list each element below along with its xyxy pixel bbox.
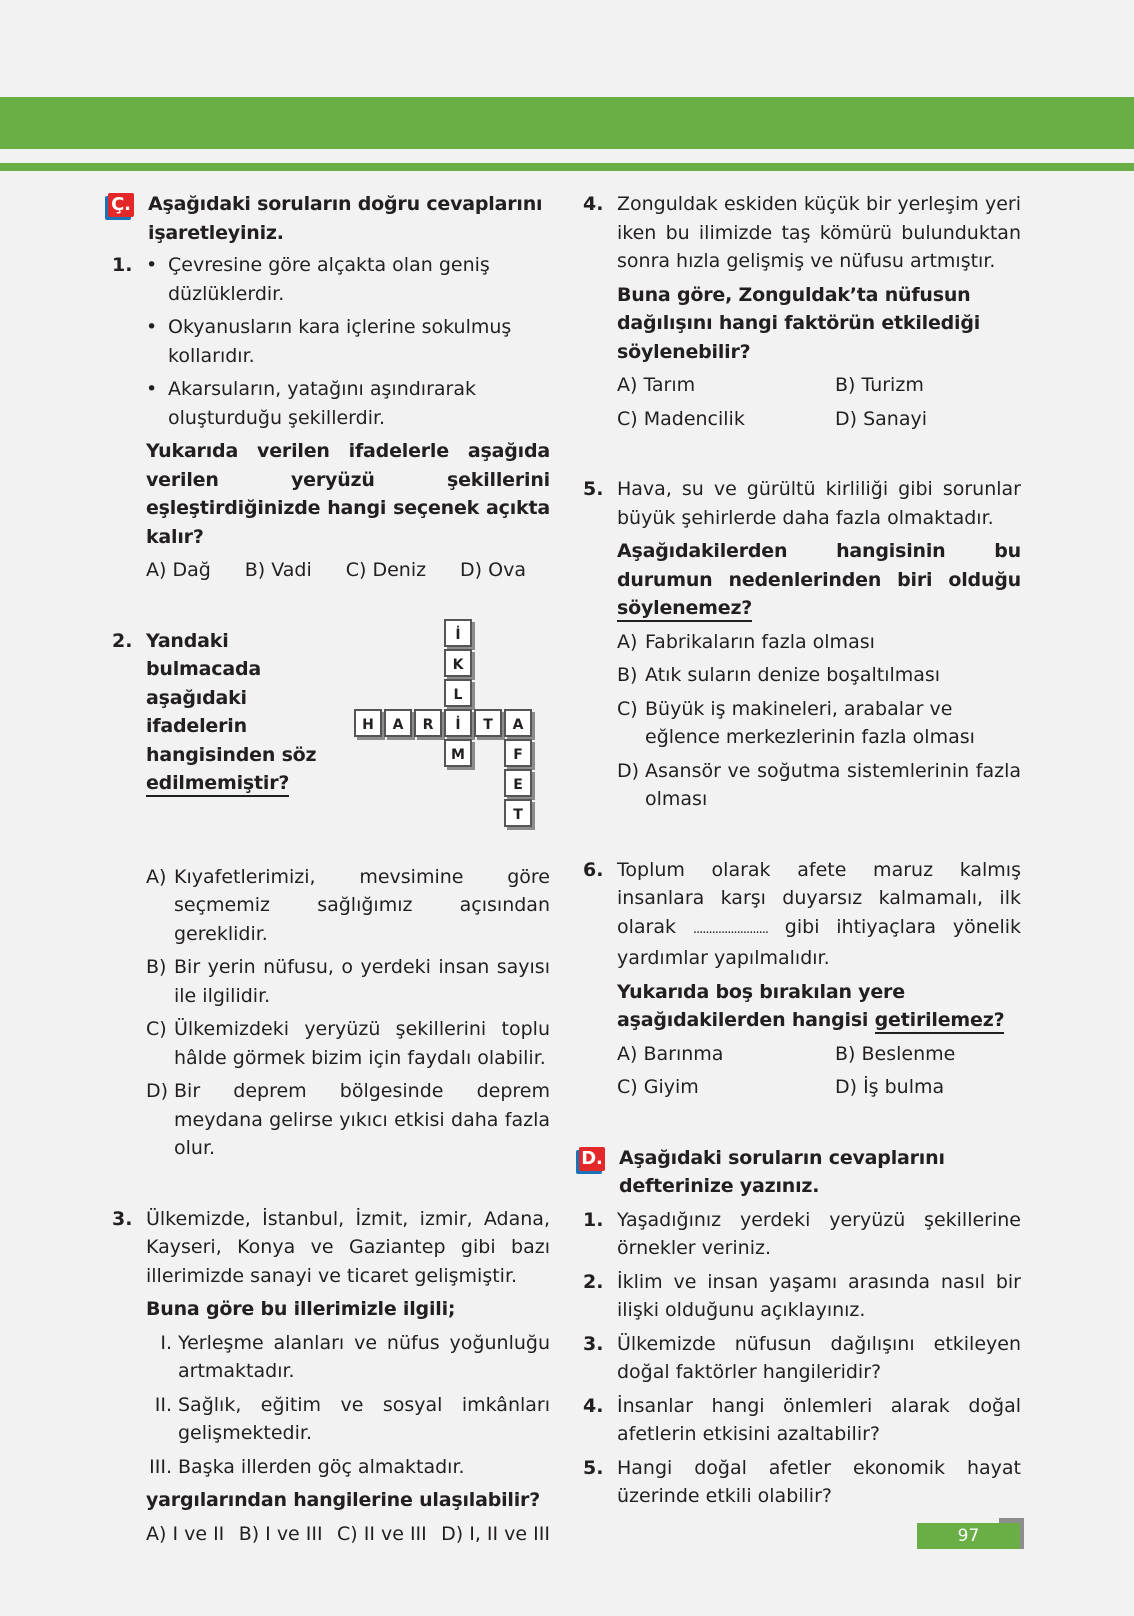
q3-item-3-text: Başka illerden göç almaktadır. [178,1455,465,1478]
crossword-cell: T [474,709,502,737]
q4-option-d[interactable]: D) Sanayi [835,407,927,430]
question-2 [112,627,550,863]
q4-option-c[interactable]: C) Madencilik [617,407,745,430]
question-3-number: 3. [112,1207,133,1230]
question-1 [112,251,550,585]
q4-option-b[interactable]: B) Turizm [835,374,924,396]
q5-option-d[interactable] [617,757,1021,814]
q6-options [617,1040,1021,1102]
section-d-question-4 [583,1392,1021,1449]
section-d-question-1 [583,1206,1021,1263]
q2-option-b-letter: B) [146,956,167,978]
q4-text: Zonguldak eskiden küçük bir yerleşim yeri iken bu ilimizde taş kömürü bulunduktan sonra hızla gelişmiş ve nüfusu artmıştır. [617,193,1021,272]
section-d-question-5-text: Hangi doğal afetler ekonomik hayat üzerinde etkili olabilir? [617,1456,1021,1507]
crossword-cell: E [504,769,532,797]
section-d-question-3-text: Ülkemizde nüfusun dağılışını etkileyen doğal faktörler hangileridir? [617,1332,1021,1383]
q3-item-3-roman: III. [149,1455,172,1478]
q5-option-d-letter: D) [617,759,640,782]
section-d-question-2-text: İklim ve insan yaşamı arasında nasıl bir ilişki olduğunu açıklayınız. [617,1270,1021,1321]
section-d-question-1-text: Yaşadığınız yerdeki yeryüzü şekillerine örnekler veriniz. [617,1208,1021,1259]
q2-option-b[interactable] [146,953,550,1010]
crossword-cell: R [414,709,442,737]
crossword-cell: M [444,739,472,767]
q2-option-b-text: Bir yerin nüfusu, o yerdeki insan sayısı ile ilgilidir. [174,956,550,1007]
question-3 [112,1205,550,1549]
q1-bullet-3: • Akarsuların, yatağını aşındırarak oluşturduğu şekillerdir. [146,375,550,432]
q3-item-1 [150,1329,550,1386]
q3-option-b[interactable]: B) I ve III [238,1522,323,1545]
q2-option-c-text: Ülkemizdeki yeryüzü şekillerini toplu hâlde görmek bizim için faydalı olabilir. [174,1018,550,1069]
q6-blank: ........................ [692,921,768,937]
q6-option-c[interactable]: C) Giyim [617,1076,699,1098]
q1-bullet-1: • Çevresine göre alçakta olan geniş düzlüklerdir. [146,251,550,308]
q6-text-before: Toplum olarak afete maruz kalmış insanlara karşı duyarsız kalmamalı, ilk olarak [617,858,1021,938]
q3-options [146,1520,550,1549]
right-column [583,190,1021,1511]
q1-option-a[interactable]: A) Dağ [146,559,211,581]
crossword-puzzle [354,619,544,829]
question-6-number: 6. [583,858,604,881]
q3-item-2 [150,1391,550,1448]
section-d-badge: D. [579,1147,605,1171]
question-4 [583,190,1021,433]
left-column [112,190,550,1548]
q5-option-c[interactable] [617,695,1021,752]
section-d-question-2 [583,1268,1021,1325]
q1-option-b[interactable]: B) Vadi [244,559,312,581]
question-5 [583,475,1021,814]
q3-option-c[interactable]: C) II ve III [337,1522,427,1545]
crossword-cell: A [504,709,532,737]
page-number: 97 [917,1523,1020,1549]
q3-option-d[interactable]: D) I, II ve III [441,1522,550,1545]
crossword-cell: İ [444,709,472,737]
q6-question-underlined: getirilemez? [875,1009,1005,1034]
q3-lead: Buna göre bu illerimizle ilgili; [146,1298,456,1320]
q6-option-b[interactable]: B) Beslenme [835,1042,956,1065]
q2-option-d[interactable] [146,1077,550,1163]
q2-option-a[interactable] [146,863,550,949]
q5-option-a-letter: A) [617,630,638,653]
q6-text-after: gibi ihtiyaçlara yönelik yardımlar yapılmalıdır. [617,915,1022,969]
q1-option-c[interactable]: C) Deniz [345,559,427,581]
q5-option-b[interactable] [617,661,1021,690]
q6-option-a[interactable]: A) Barınma [617,1042,724,1065]
q1-bullet-2: • Okyanusların kara içlerine sokulmuş kollarıdır. [146,313,550,370]
question-4-number: 4. [583,193,604,215]
q2-option-c[interactable] [146,1015,550,1072]
crossword-cell: F [504,739,532,767]
crossword-cell: K [444,649,472,677]
q4-question: Buna göre, Zonguldak’ta nüfusun dağılışını hangi faktörün etkilediği söylenebilir? [617,283,981,363]
q5-option-d-text: Asansör ve soğutma sistemlerinin fazla olması [645,759,1021,810]
q2-option-d-letter: D) [146,1080,169,1102]
crossword-cell: T [504,799,532,827]
section-d-question-3-number: 3. [583,1332,604,1355]
section-c-title: Aşağıdaki soruların doğru cevaplarını işaretleyiniz. [148,193,543,244]
crossword-cell: A [384,709,412,737]
q1-question: Yukarıda verilen ifadelerle aşağıda verilen yeryüzü şekillerini eşleştirdiğinizde hangi seçenek açıkta kalır? [146,440,550,548]
q3-item-3 [150,1453,550,1482]
header-band [0,97,1134,149]
q2-question [146,627,346,798]
q2-option-d-text: Bir deprem bölgesinde deprem meydana gelirse yıkıcı etkisi daha fazla olur. [174,1080,550,1159]
section-d-question-1-number: 1. [583,1208,604,1231]
q3-question: yargılarından hangilerine ulaşılabilir? [146,1489,541,1511]
q4-options [617,371,1021,433]
q5-question-text: Aşağıdakilerden hangisinin bu durumun nedenlerinden biri olduğu [617,540,1021,591]
q6-question [617,978,1021,1035]
q4-option-a[interactable]: A) Tarım [617,374,696,396]
q2-question-underlined: edilmemiştir? [146,772,289,797]
q5-option-c-text: Büyük iş makineleri, arabalar ve eğlence merkezlerinin fazla olması [645,697,975,748]
q3-item-2-text: Sağlık, eğitim ve sosyal imkânları gelişmektedir. [178,1393,550,1444]
section-d-question-2-number: 2. [583,1270,604,1293]
crossword-cell: H [354,709,382,737]
crossword-cell: L [444,679,472,707]
q2-question-text: Yandaki bulmacada aşağıdaki ifadelerin hangisinden söz [146,629,317,766]
question-1-number: 1. [112,254,133,276]
section-d-question-4-text: İnsanlar hangi önlemleri alarak doğal afetlerin etkisini azaltabilir? [617,1394,1021,1445]
section-d-question-3 [583,1330,1021,1387]
section-d-header [579,1144,1021,1201]
q1-option-d[interactable]: D) Ova [460,559,526,581]
q3-item-1-text: Yerleşme alanları ve nüfus yoğunluğu artmaktadır. [178,1331,550,1382]
section-d-question-5 [583,1454,1021,1511]
section-d-question-4-number: 4. [583,1394,604,1417]
section-d-title: Aşağıdaki soruların cevaplarını defterinize yazınız. [619,1146,945,1197]
question-6 [583,856,1021,1102]
q5-option-c-letter: C) [617,697,638,720]
q2-option-a-text: Kıyafetlerimizi, mevsimine göre seçmemiz sağlığımız açısından gereklidir. [174,865,550,945]
q5-text: Hava, su ve gürültü kirliliği gibi sorunlar büyük şehirlerde daha fazla olmaktadır. [617,478,1021,529]
q5-question-underlined: söylenemez? [617,597,752,622]
section-c-header [108,190,550,247]
q3-item-1-roman: I. [160,1331,172,1354]
q5-option-b-letter: B) [617,664,638,686]
q6-question-text: Yukarıda boş bırakılan yere aşağıdakilerden hangisi [617,980,905,1031]
q3-option-a[interactable]: A) I ve II [146,1522,225,1545]
crossword-cell: İ [444,619,472,647]
q5-question [617,537,1021,623]
q2-option-c-letter: C) [146,1018,167,1040]
q5-option-b-text: Atık suların denize boşaltılması [645,664,941,686]
q1-options [146,556,526,585]
section-c-badge: Ç. [108,193,134,217]
q2-option-a-letter: A) [146,865,167,888]
q6-text [617,856,1021,973]
q5-option-a-text: Fabrikaların fazla olması [645,630,875,653]
header-stripe [0,163,1134,171]
q6-option-d[interactable]: D) İş bulma [835,1076,945,1098]
q5-option-a[interactable] [617,628,1021,657]
question-2-number: 2. [112,629,133,652]
question-5-number: 5. [583,478,604,500]
q3-item-2-roman: II. [154,1393,172,1416]
section-d-question-5-number: 5. [583,1456,604,1479]
q2-options [146,863,550,1163]
q3-text: Ülkemizde, İstanbul, İzmit, izmir, Adana, Kayseri, Konya ve Gaziantep gibi bazı illerimizde sanayi ve ticaret gelişmiştir. [146,1207,550,1287]
